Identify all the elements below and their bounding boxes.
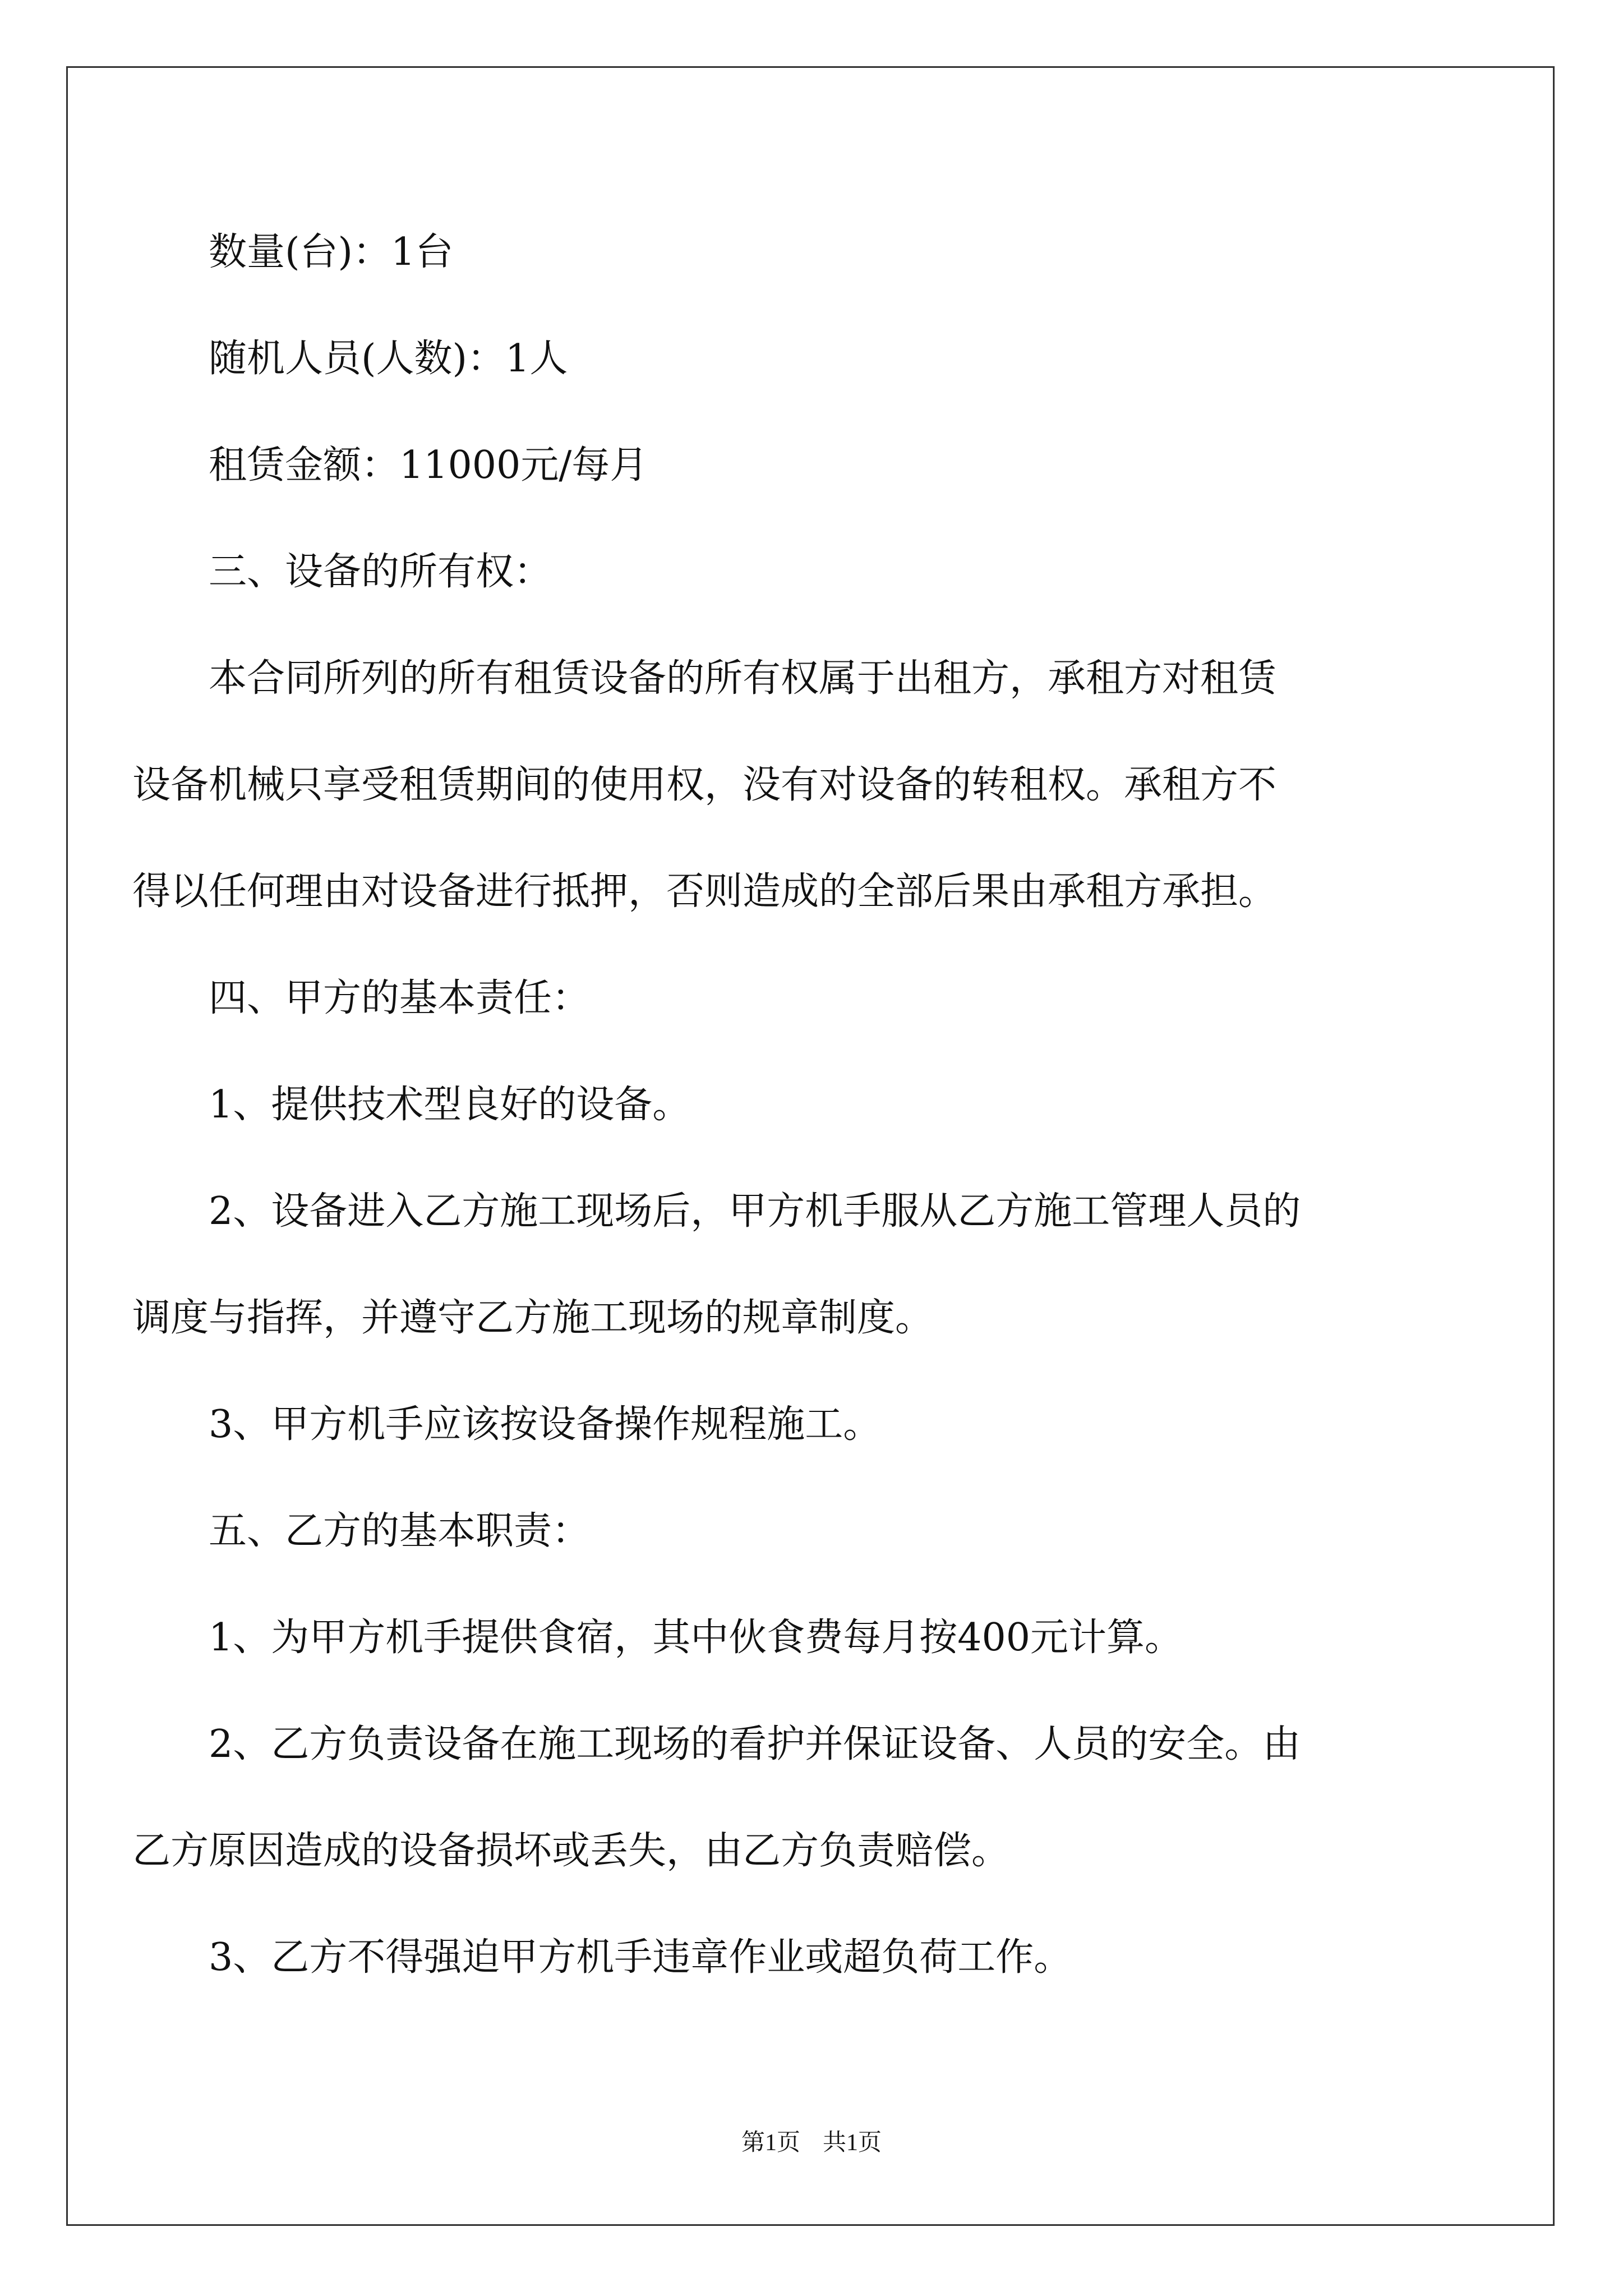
item-party-a-2-line-2: 调度与指挥，并遵守乙方施工现场的规章制度。 (132, 1296, 934, 1340)
paragraph-ownership-line-2: 设备机械只享受租赁期间的使用权，没有对设备的转租权。承租方不 (132, 763, 1277, 807)
item-party-a-2-line-1: 2、设备进入乙方施工现场后，甲方机手服从乙方施工管理人员的 (209, 1189, 1301, 1234)
section-heading-4: 四、甲方的基本责任： (209, 976, 591, 1020)
item-party-a-3: 3、甲方机手应该按设备操作规程施工。 (209, 1402, 882, 1447)
line-staff: 随机人员(人数)：1人 (209, 337, 568, 381)
page-number-current: 第1页 (741, 2130, 800, 2156)
item-party-b-2-line-1: 2、乙方负责设备在施工现场的看护并保证设备、人员的安全。由 (209, 1722, 1301, 1766)
section-heading-3: 三、设备的所有权： (209, 550, 552, 594)
line-rent-amount: 租赁金额：11000元/每月 (209, 443, 648, 487)
item-party-b-2-line-2: 乙方原因造成的设备损坏或丢失，由乙方负责赔偿。 (132, 1829, 1010, 1873)
page-number-total: 共1页 (823, 2130, 882, 2156)
section-heading-5: 五、乙方的基本职责： (209, 1509, 591, 1553)
item-party-b-1: 1、为甲方机手提供食宿，其中伙食费每月按400元计算。 (209, 1616, 1183, 1660)
item-party-a-1: 1、提供技术型良好的设备。 (209, 1083, 691, 1127)
paragraph-ownership-line-3: 得以任何理由对设备进行抵押，否则造成的全部后果由承租方承担。 (132, 869, 1277, 914)
line-quantity: 数量(台)：1台 (209, 230, 454, 274)
page-footer (0, 2126, 1623, 2160)
item-party-b-3: 3、乙方不得强迫甲方机手违章作业或超负荷工作。 (209, 1935, 1072, 1980)
paragraph-ownership-line-1: 本合同所列的所有租赁设备的所有权属于出租方，承租方对租赁 (209, 656, 1277, 701)
